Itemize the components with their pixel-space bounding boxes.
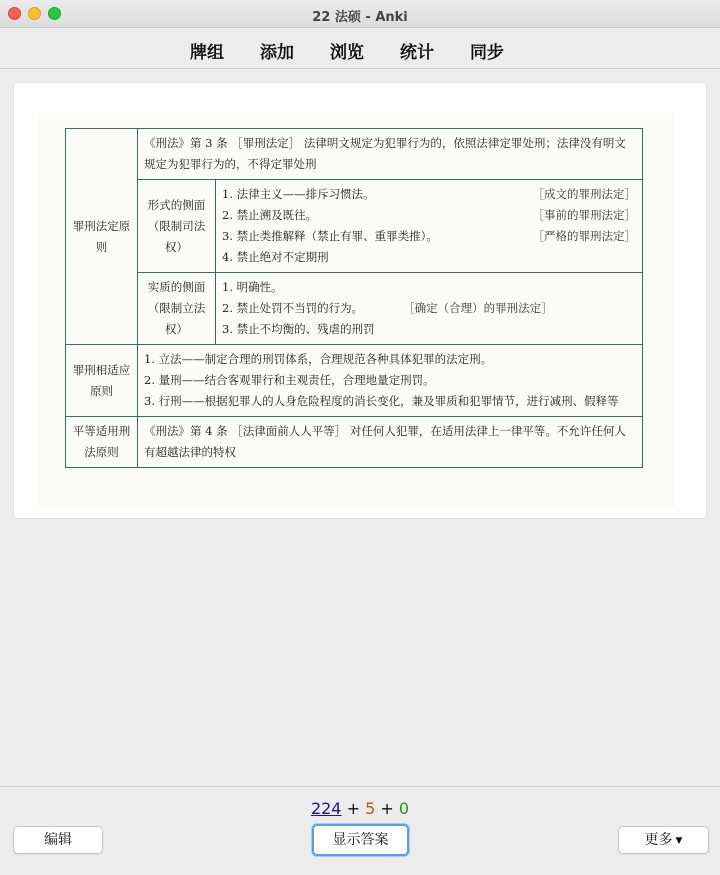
plus-sign: + — [380, 799, 394, 818]
content-cell — [216, 273, 643, 345]
list-item: 3. 禁止类推解释（禁止有罪、重罪类推）。 ［严格的罪刑法定］ — [222, 229, 636, 243]
show-answer-button[interactable]: 显示答案 — [312, 824, 409, 856]
toolbar-browse[interactable]: 浏览 — [330, 43, 364, 63]
toolbar-stats[interactable]: 统计 — [400, 43, 434, 63]
list-item: 2. 禁止溯及既往。 ［事前的罪刑法定］ — [222, 208, 636, 222]
card-question — [13, 82, 707, 519]
table-row — [66, 273, 643, 345]
category-cell: 罪刑法定原则 — [66, 129, 138, 345]
content-cell — [138, 345, 643, 417]
category-cell: 平等适用刑法原则 — [66, 417, 138, 468]
review-area — [0, 70, 720, 786]
window-title: 22 法硕 - Anki — [312, 10, 408, 25]
subcategory-cell: 形式的侧面（限制司法权） — [138, 180, 216, 273]
more-button[interactable] — [618, 826, 709, 854]
article-cell: 《刑法》第 3 条 ［罪刑法定］ 法律明文规定为犯罪行为的，依照法律定罪处刑；法律没有明文规定为犯罪行为的，不得定罪处刑 — [138, 129, 643, 180]
list-item: 2. 禁止处罚不当罚的行为。 ［确定（合理）的罪刑法定］ — [222, 301, 553, 315]
edit-button[interactable]: 编辑 — [13, 826, 103, 854]
article-cell: 《刑法》第 4 条 ［法律面前人人平等］ 对任何人犯罪，在适用法律上一律平等。不允许任何人有超越法律的特权 — [138, 417, 643, 468]
list-item: 1. 明确性。 — [222, 280, 283, 294]
list-item: 1. 立法——制定合理的刑罚体系，合理规范各种具体犯罪的法定刑。 — [144, 352, 493, 366]
content-cell — [216, 180, 643, 273]
title-bar — [0, 0, 720, 28]
list-item: 4. 禁止绝对不定期刑 — [222, 250, 329, 264]
table-row — [66, 345, 643, 417]
toolbar-sync[interactable]: 同步 — [470, 43, 504, 63]
subcategory-cell: 实质的侧面（限制立法权） — [138, 273, 216, 345]
table-row — [66, 180, 643, 273]
more-label: 更多 — [644, 832, 673, 848]
main-toolbar — [0, 28, 720, 69]
bottom-bar — [0, 786, 720, 875]
category-cell: 罪刑相适应原则 — [66, 345, 138, 417]
plus-sign: + — [346, 799, 360, 818]
table-row — [66, 417, 643, 468]
new-count[interactable]: 224 — [310, 799, 342, 818]
table-row — [66, 129, 643, 180]
card-image — [39, 113, 675, 508]
list-item: 2. 量刑——结合客观罪行和主观责任，合理地量定刑罚。 — [144, 373, 435, 387]
learn-count: 5 — [365, 799, 376, 818]
law-principles-table — [65, 128, 643, 468]
list-item: 1. 法律主义——排斥习惯法。 ［成文的罪刑法定］ — [222, 187, 636, 201]
toolbar-decks[interactable]: 牌组 — [190, 43, 224, 63]
toolbar-add[interactable]: 添加 — [260, 43, 294, 63]
due-counts — [0, 799, 720, 818]
review-count: 0 — [398, 799, 410, 818]
list-item: 3. 行刑——根据犯罪人的人身危险程度的消长变化，兼及罪质和犯罪情节，进行减刑、假释等 — [144, 394, 619, 408]
caret-down-icon: ▼ — [675, 836, 683, 846]
list-item: 3. 禁止不均衡的、残虐的刑罚 — [222, 322, 375, 336]
